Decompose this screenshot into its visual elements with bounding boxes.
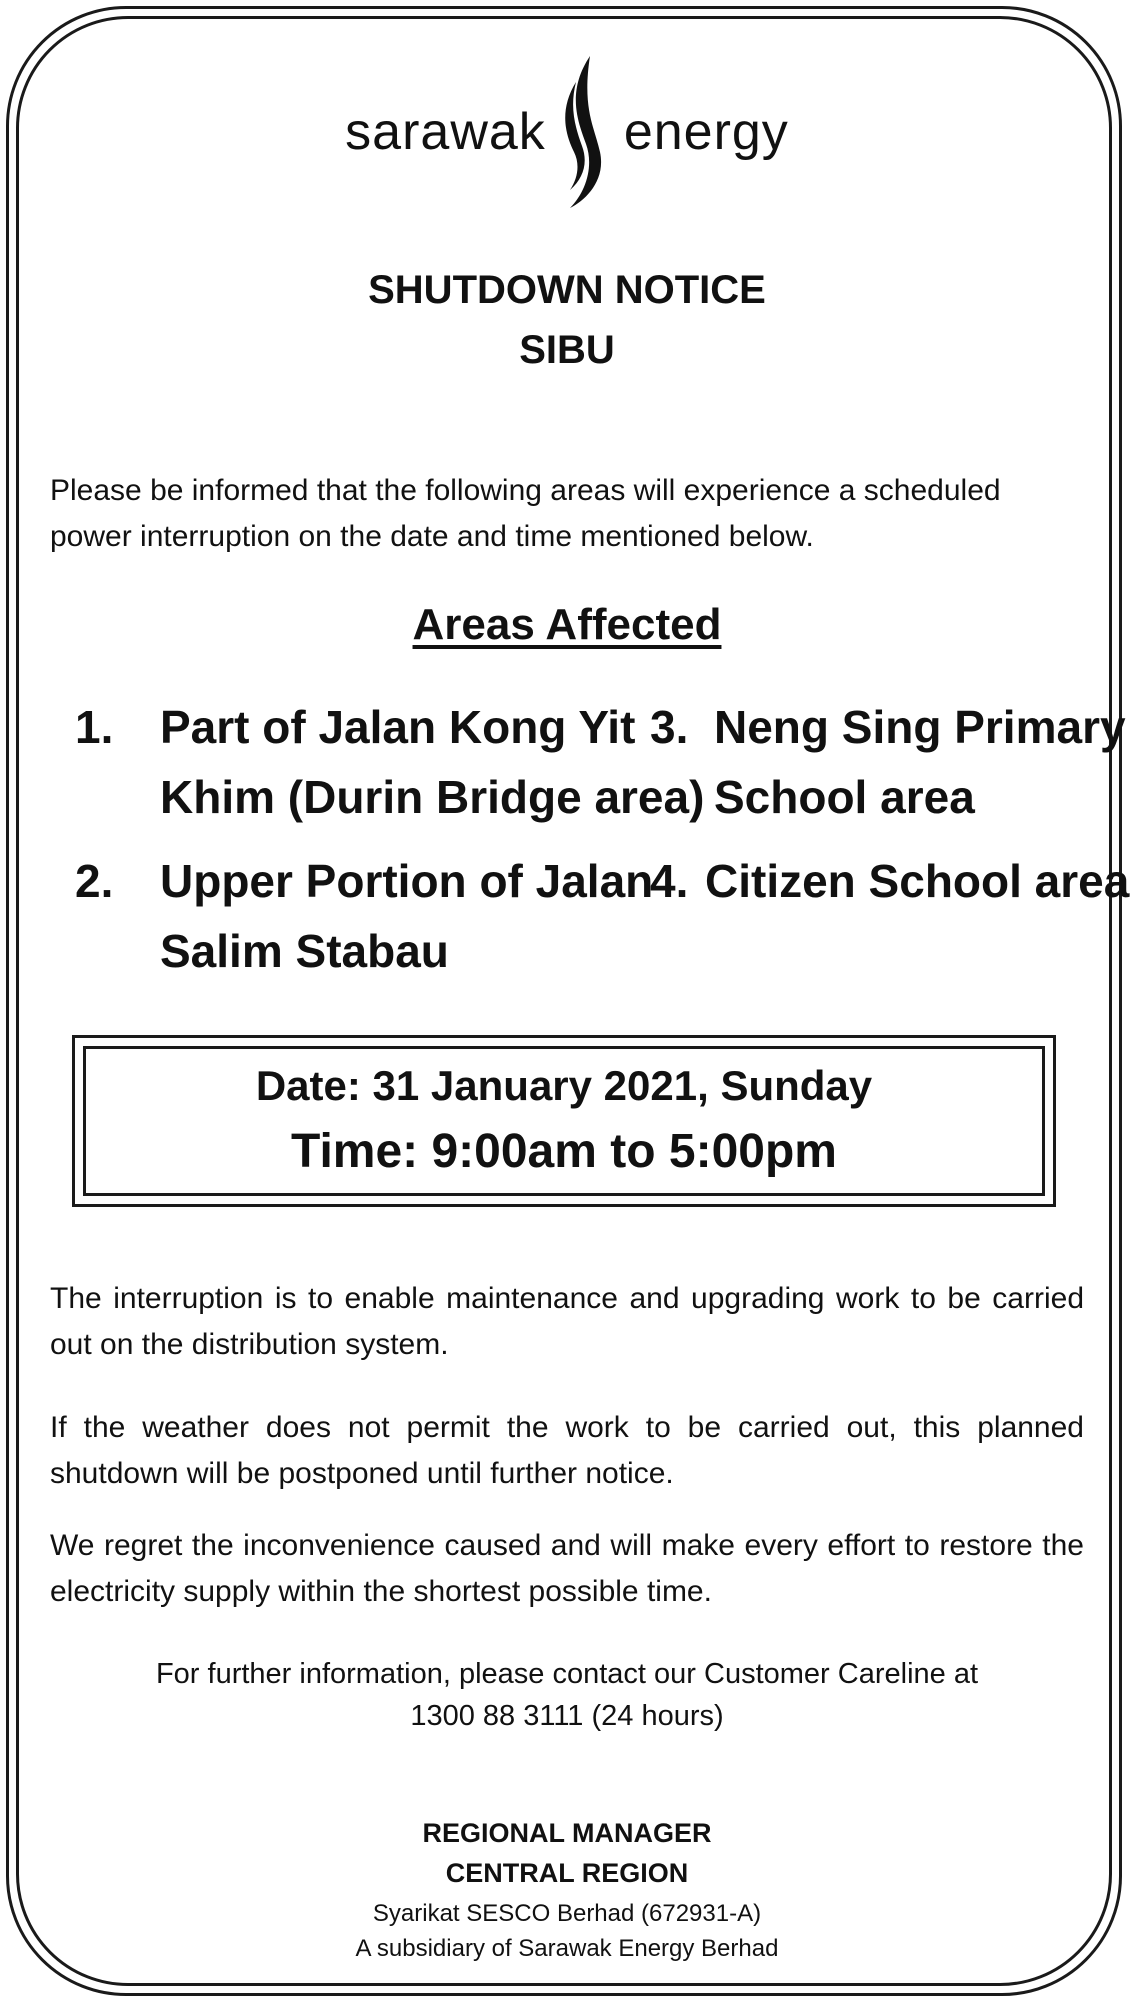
logo-left-word: sarawak [345, 103, 546, 161]
body-paragraph-3: We regret the inconvenience caused and will make every effort to restore the electricity supply within the shortest possible time. [50, 1529, 1084, 1608]
area-number: 3. [650, 701, 689, 753]
body-paragraph-2: If the weather does not permit the work to be carried out, this planned shutdown will be postponed until further notice. [50, 1411, 1084, 1490]
area-item-3 [650, 692, 1126, 832]
area-line: Upper Portion of Jalan [160, 855, 654, 907]
flame-icon [556, 52, 614, 212]
notice-title: SHUTDOWN NOTICE [368, 268, 766, 312]
area-line: Khim (Durin Bridge area) [160, 771, 705, 823]
intro-paragraph: Please be informed that the following areas will experience a scheduled power interruption on the date and time mentioned below. [50, 474, 1001, 553]
schedule-time: Time: 9:00am to 5:00pm [291, 1125, 837, 1178]
schedule-date: Date: 31 January 2021, Sunday [255, 1062, 873, 1109]
area-line: School area [714, 771, 975, 823]
area-line: Salim Stabau [160, 925, 449, 977]
signature-company: Syarikat SESCO Berhad (672931-A) [372, 1900, 762, 1927]
area-item-2 [75, 846, 653, 986]
area-number: 2. [75, 855, 114, 907]
area-line: Neng Sing Primary [714, 701, 1126, 753]
schedule-box [72, 1035, 1056, 1207]
area-item-1 [75, 692, 704, 832]
area-line: Part of Jalan Kong Yit [160, 701, 636, 753]
signature-subsidiary: A subsidiary of Sarawak Energy Berhad [355, 1935, 779, 1962]
area-line: Citizen School area [705, 855, 1130, 907]
sarawak-energy-logo [0, 52, 1134, 212]
notice-location: SIBU [519, 328, 615, 372]
areas-heading: Areas Affected [412, 600, 722, 649]
contact-careline-number: 1300 88 3111 (24 hours) [410, 1700, 724, 1732]
contact-line-1: For further information, please contact our Customer Careline at [155, 1658, 979, 1690]
signature-title-2: CENTRAL REGION [445, 1858, 689, 1888]
logo-right-word: energy [623, 103, 789, 161]
signature-title-1: REGIONAL MANAGER [422, 1818, 712, 1848]
body-paragraph-1: The interruption is to enable maintenance and upgrading work to be carried out on the distribution system. [50, 1282, 1084, 1361]
area-number: 1. [75, 701, 114, 753]
area-item-4 [650, 846, 1129, 916]
area-number: 4. [650, 855, 689, 907]
